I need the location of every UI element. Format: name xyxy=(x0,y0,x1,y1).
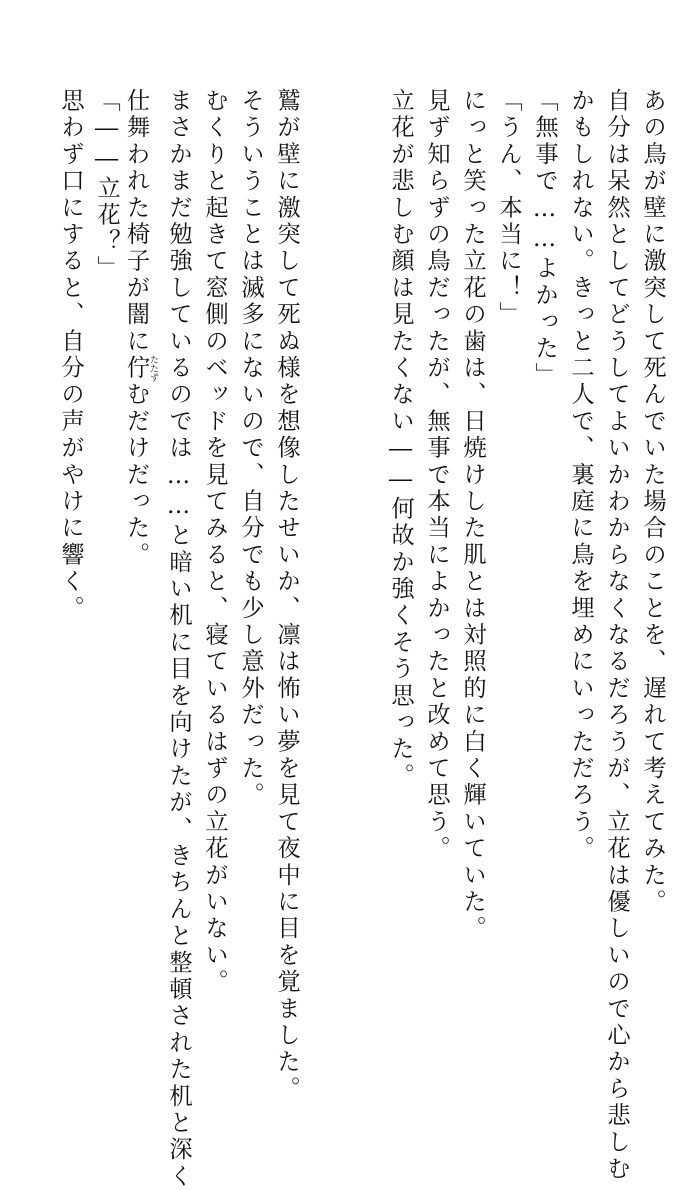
text-line: 自分は呆然としてどうしてよいかわからなくなるだろうが、立花は優しいので心から悲しむ xyxy=(603,88,630,1183)
text-line: かもしれない。きっと二人で、裏庭に鳥を埋めにいっただろう。 xyxy=(567,88,594,863)
text-segment: 仕舞われた椅子が闇に xyxy=(122,88,150,355)
text-line: あの鳥が壁に激突して死んでいた場合のことを、遅れて考えてみた。 xyxy=(639,88,666,916)
text-line: 見ず知らずの鳥だったが、無事で本当によかったと改めて思う。 xyxy=(423,88,450,863)
dialogue-line: 「――立花？」 xyxy=(93,88,120,283)
text-line: まさかまだ勉強しているのでは……と暗い机に目を向けたが、きちんと整頓された机と深く xyxy=(165,88,192,1190)
dialogue-line: 「うん、本当に！」 xyxy=(495,88,522,329)
text-line: にっと笑った立花の歯は、日焼けした肌とは対照的に白く輝いていた。 xyxy=(459,88,486,943)
ruby-word xyxy=(122,354,158,382)
text-line: 立花が悲しむ顔は見たくない――何故か強くそう思った。 xyxy=(387,88,414,790)
text-line: 鷲が壁に激突して死ぬ様を想像したせいか、凛は怖い夢を見て夜中に目を覚ました。 xyxy=(273,88,300,1103)
ruby-reading: たたず xyxy=(148,354,158,382)
dialogue-line: 「無事で……よかった」 xyxy=(531,88,558,390)
text-line-with-ruby xyxy=(122,88,158,569)
text-line: むくりと起きて窓側のベッドを見てみると、寝ているはずの立花がいない。 xyxy=(201,88,228,996)
ruby-base: 佇 xyxy=(122,354,150,382)
text-line: 思わず口にすると、自分の声がやけに響く。 xyxy=(57,88,84,622)
text-line: そういうことは滅多にないので、自分でも少し意外だった。 xyxy=(237,88,264,809)
text-segment: むだけだった。 xyxy=(122,381,150,569)
